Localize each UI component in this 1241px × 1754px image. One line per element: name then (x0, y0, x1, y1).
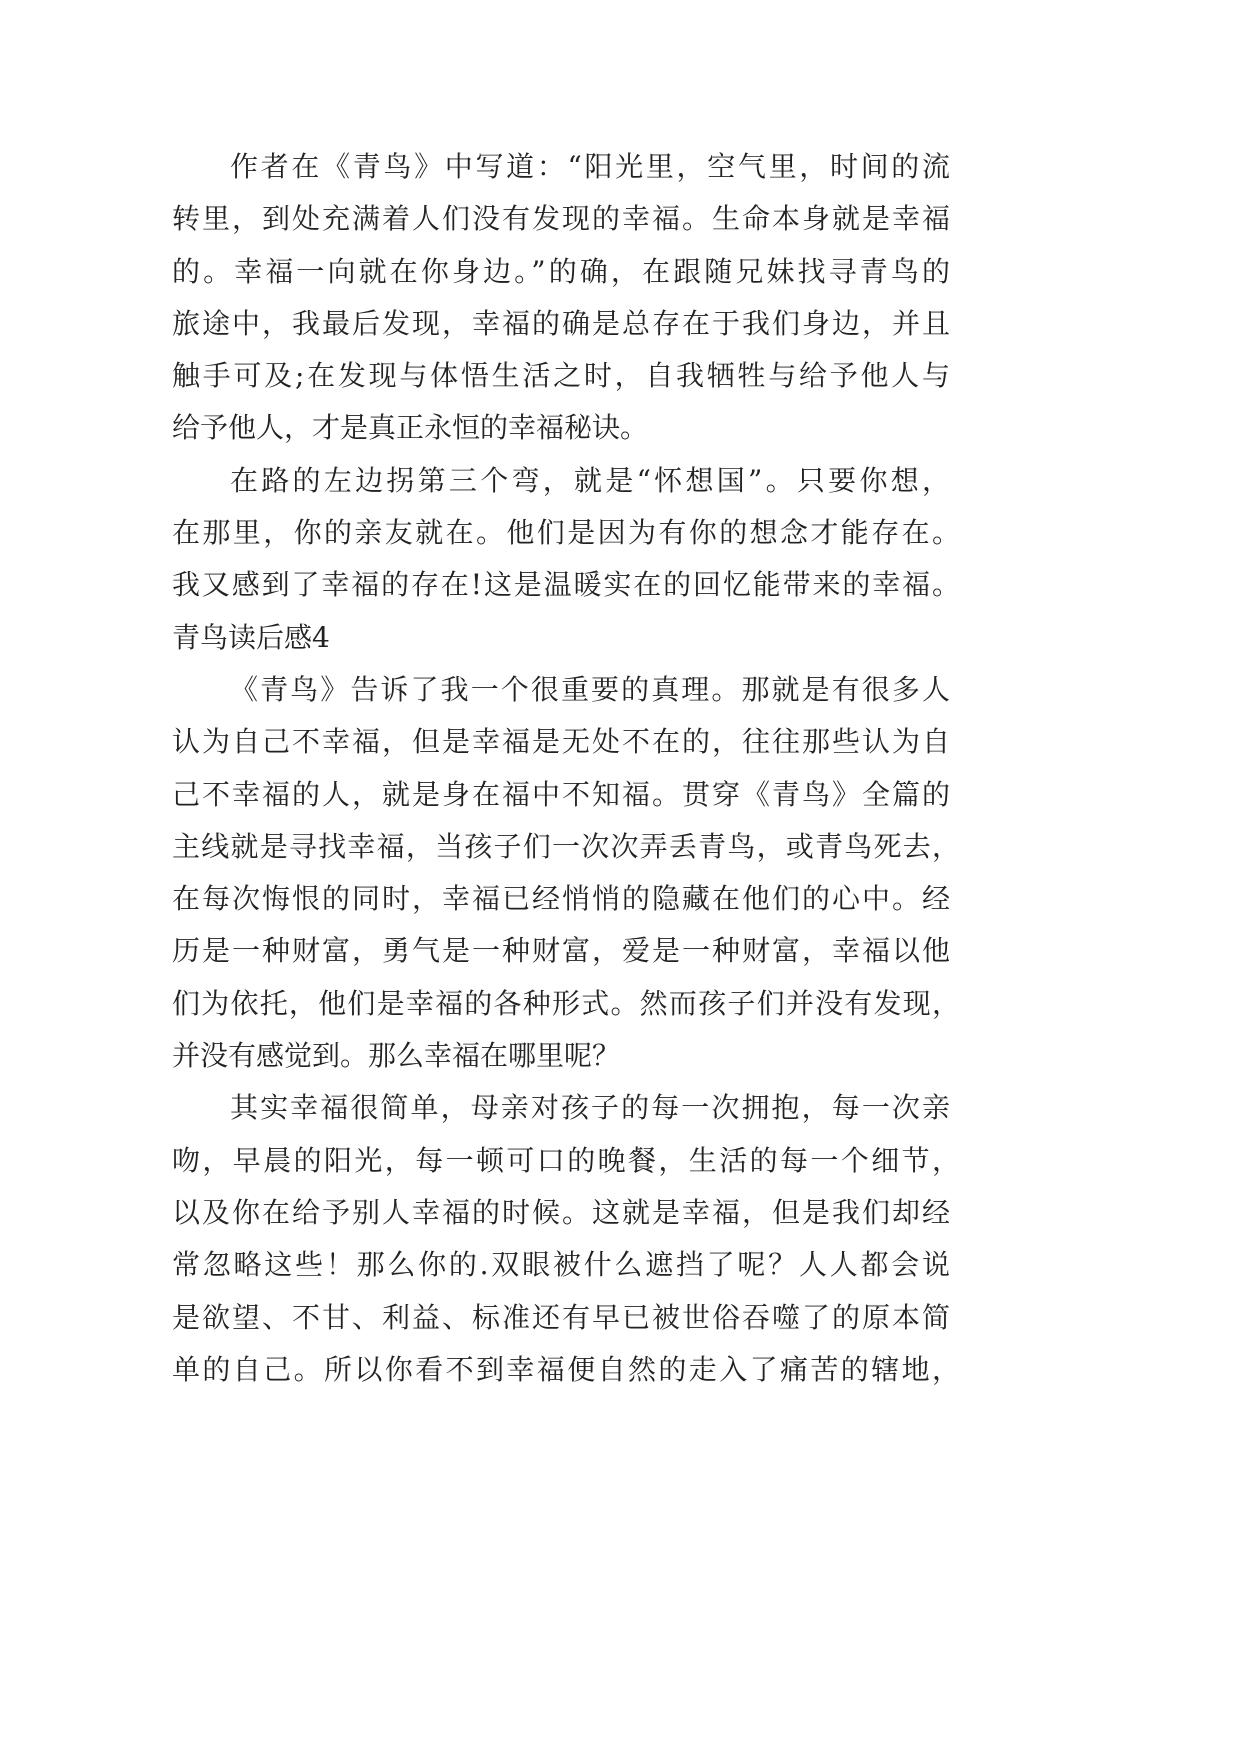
text-line: 的。幸福一向就在你身边。”的确，在跟随兄妹找寻青鸟的 (172, 254, 950, 288)
text-line: 吻，早晨的阳光，每一顿可口的晚餐，生活的每一个细节， (172, 1143, 960, 1177)
text-line: 在路的左边拐第三个弯，就是“怀想国”。只要你想， (230, 463, 950, 497)
document-page (172, 141, 960, 1396)
text-line: 《青鸟》告诉了我一个很重要的真理。那就是有很多人 (230, 672, 950, 706)
text-line: 单的自己。所以你看不到幸福便自然的走入了痛苦的辖地， (172, 1352, 960, 1386)
text-line: 作者在《青鸟》中写道：“阳光里，空气里，时间的流 (230, 150, 950, 183)
text-line: 并没有感觉到。那么幸福在哪里呢？ (172, 1039, 621, 1073)
text-line: 给予他人，才是真正永恒的幸福秘诀。 (172, 411, 649, 445)
text-line: 己不幸福的人，就是身在福中不知福。贯穿《青鸟》全篇的 (172, 777, 950, 811)
text-line: 认为自己不幸福，但是幸福是无处不在的，往往那些认为自 (172, 725, 950, 759)
text-line: 其实幸福很简单，母亲对孩子的每一次拥抱，每一次亲 (230, 1091, 950, 1125)
text-line: 在每次悔恨的同时，幸福已经悄悄的隐藏在他们的心中。经 (172, 882, 950, 916)
text-line: 历是一种财富，勇气是一种财富，爱是一种财富，幸福以他 (172, 934, 950, 968)
text-line: 触手可及;在发现与体悟生活之时，自我牺牲与给予他人与 (172, 359, 950, 393)
text-line: 转里，到处充满着人们没有发现的幸福。生命本身就是幸福 (172, 202, 950, 236)
paragraph (172, 455, 960, 612)
text-line: 我又感到了幸福的存在!这是温暖实在的回忆能带来的幸福。 (172, 568, 960, 602)
text-line: 主线就是寻找幸福，当孩子们一次次弄丢青鸟，或青鸟死去， (172, 829, 960, 863)
section-heading: 青鸟读后感4 (172, 620, 330, 654)
text-line: 是欲望、不甘、利益、标准还有早已被世俗吞噬了的原本简 (172, 1300, 950, 1334)
text-line: 常忽略这些！那么你的.双眼被什么遮挡了呢？人人都会说 (172, 1248, 950, 1282)
text-line: 在那里，你的亲友就在。他们是因为有你的想念才能存在。 (172, 516, 960, 550)
paragraph (172, 141, 950, 455)
paragraph (172, 1082, 960, 1396)
text-line: 旅途中，我最后发现，幸福的确是总存在于我们身边，并且 (172, 306, 950, 340)
paragraph (172, 664, 960, 1082)
text-line: 们为依托，他们是幸福的各种形式。然而孩子们并没有发现， (172, 986, 960, 1020)
text-line: 以及你在给予别人幸福的时候。这就是幸福，但是我们却经 (172, 1195, 950, 1229)
